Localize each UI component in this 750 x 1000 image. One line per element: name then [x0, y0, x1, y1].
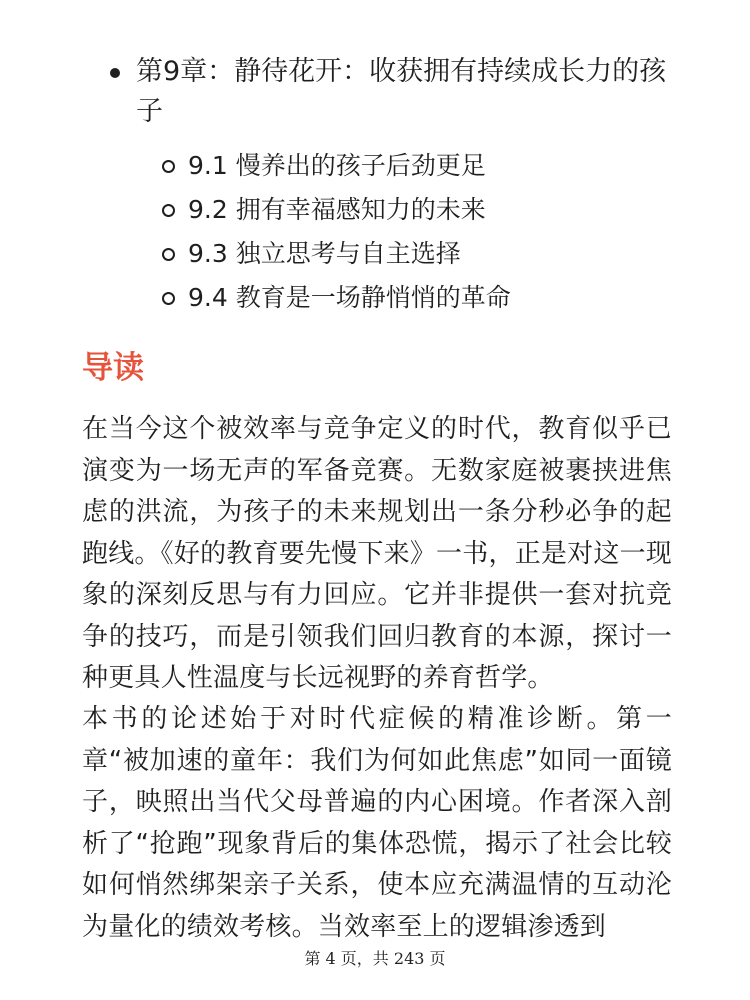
bullet-dot-icon — [110, 68, 120, 78]
chapter-title: 第9章：静待花开：收获拥有持续成长力的孩子 — [136, 56, 667, 127]
bullet-circle-icon — [162, 292, 175, 305]
list-item — [162, 190, 511, 234]
subsection-label: 9.3 独立思考与自主选择 — [188, 239, 461, 268]
chapter-list-item — [110, 52, 680, 132]
subsection-label: 9.1 慢养出的孩子后劲更足 — [188, 151, 486, 180]
list-item — [162, 278, 511, 322]
subsection-label: 9.4 教育是一场静悄悄的革命 — [188, 283, 511, 312]
page-number-footer: 第 4 页，共 243 页 — [304, 949, 446, 968]
subsection-list — [162, 146, 511, 322]
bullet-circle-icon — [162, 204, 175, 217]
subsection-label: 9.2 拥有幸福感知力的未来 — [188, 195, 486, 224]
list-item — [162, 146, 511, 190]
bullet-circle-icon — [162, 160, 175, 173]
section-heading: 导读 — [82, 350, 144, 386]
intro-paragraph-1: 在当今这个被效率与竞争定义的时代，教育似乎已演变为一场无声的军备竞赛。无数家庭被裹挟进焦虑的洪流，为孩子的未来规划出一条分秒必争的起跑线。《好的教育要先慢下来》一书，正是对这一现象的深刻反思与有力回应。它并非提供一套对抗竞争的技巧，而是引领我们回归教育的本源，探讨一种更具人性温度与长远视野的养育哲学。 — [82, 414, 672, 693]
intro-paragraph-2: 本书的论述始于对时代症候的精准诊断。第一章“被加速的童年：我们为何如此焦虑”如同一面镜子，映照出当代父母普遍的内心困境。作者深入剖析了“抢跑”现象背后的集体恐慌，揭示了社会比较如何悄然绑架亲子关系，使本应充满温情的互动沦为量化的绩效考核。当效率至上的逻辑渗透到 — [82, 704, 672, 942]
list-item — [162, 234, 511, 278]
bullet-circle-icon — [162, 248, 175, 261]
